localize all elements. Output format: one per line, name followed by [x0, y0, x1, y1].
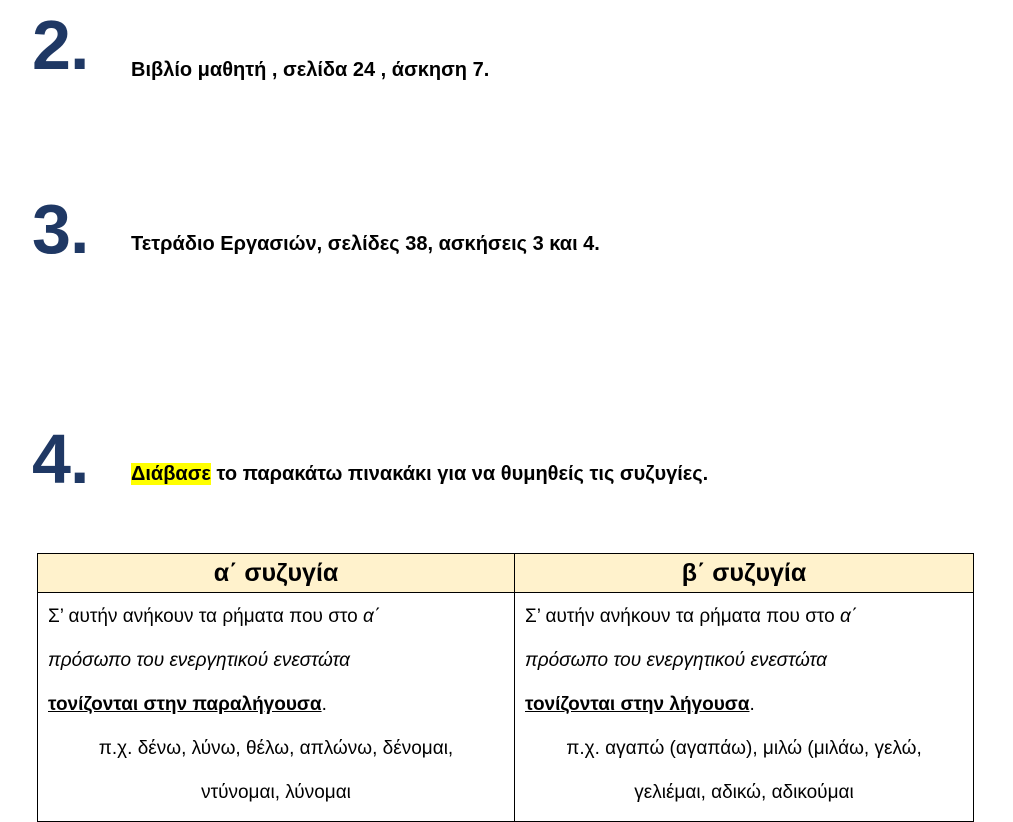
exercise-item-4 [0, 420, 1013, 504]
intro-line: Σ’ αυτήν ανήκουν τα ρήματα που στο α΄ [48, 606, 381, 627]
emphasis-line: τονίζονται στην παραλήγουσα. [48, 694, 327, 715]
instruction-text: το παρακάτω πινακάκι για να θυμηθείς τις συζυγίες. [210, 463, 709, 485]
example-line-2: ντύνομαι, λύνομαι [201, 782, 351, 803]
example-line-1: π.χ. αγαπώ (αγαπάω), μιλώ (μιλάω, γελώ, [566, 738, 922, 759]
example-line-2: γελιέμαι, αδικώ, αδικούμαι [634, 782, 854, 803]
cell-first-conjugation [38, 593, 515, 822]
cell-second-conjugation [515, 593, 974, 822]
italic-line: πρόσωπο του ενεργητικού ενεστώτα [48, 650, 351, 671]
item-instruction: Βιβλίο μαθητή , σελίδα 24 , άσκηση 7. [131, 59, 490, 81]
table-row [38, 593, 974, 822]
intro-line: Σ’ αυτήν ανήκουν τα ρήματα που στο α΄ [525, 606, 858, 627]
table-header-row [38, 554, 974, 593]
header-first-conjugation: α΄ συζυγία [38, 554, 515, 593]
item-number: 3. [32, 190, 89, 268]
exercise-item-2 [0, 6, 1013, 90]
header-second-conjugation: β΄ συζυγία [515, 554, 974, 593]
example-line-1: π.χ. δένω, λύνω, θέλω, απλώνω, δένομαι, [98, 738, 454, 759]
item-instruction [131, 462, 708, 486]
highlighted-word: Διάβασε [131, 463, 211, 485]
exercise-item-3 [0, 190, 1013, 274]
conjugation-table [37, 553, 974, 822]
emphasis-line: τονίζονται στην λήγουσα. [525, 694, 755, 715]
item-number: 4. [32, 420, 89, 498]
item-number: 2. [32, 6, 89, 84]
italic-line: πρόσωπο του ενεργητικού ενεστώτα [525, 650, 828, 671]
item-instruction: Τετράδιο Εργασιών, σελίδες 38, ασκήσεις 3 και 4. [131, 233, 600, 255]
